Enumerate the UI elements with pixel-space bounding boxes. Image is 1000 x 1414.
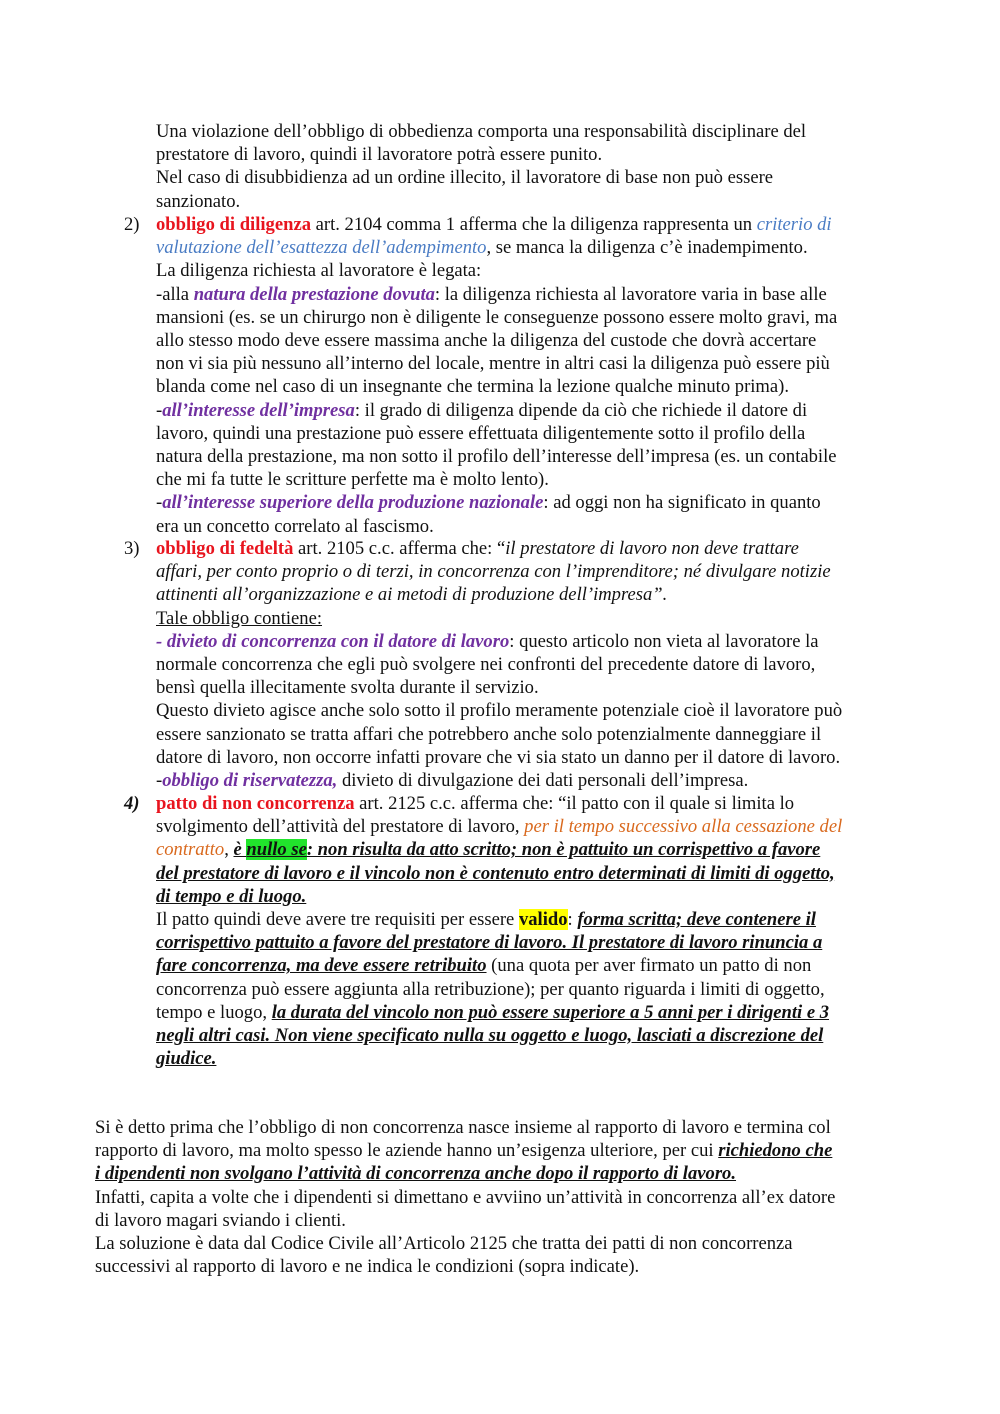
text-span: art. 2125 c.c. afferma che: “il patto con il quale si limita lo (354, 793, 795, 814)
text-span: : questo articolo non vieta al lavoratore la (509, 630, 819, 652)
highlighted-term: criterio di (756, 214, 832, 235)
emphasis-text: : non risulta da atto scritto; non è pattuito un corrispettivo a favore (306, 839, 821, 861)
list-item-obbligo-diligenza (156, 213, 916, 538)
list-item-obbligo-fedelta (156, 537, 916, 792)
green-highlight: nullo se (246, 839, 307, 861)
quote-line: attinenti all’organizzazione e ai metodi di produzione dell’impresa”. (156, 584, 668, 606)
text-line: lavoro, quindi una prestazione può essere effettuata diligentemente sotto il profilo della (156, 422, 806, 444)
text-line: Si è detto prima che l’obbligo di non concorrenza nasce insieme al rapporto di lavoro e termina col (95, 1117, 831, 1138)
text-span: art. 2105 c.c. afferma che: “ (293, 538, 506, 559)
text-line (156, 607, 916, 630)
text-span: divieto di divulgazione dei dati personali dell’impresa. (337, 770, 749, 792)
list-number-3: 3) (124, 538, 140, 559)
text-line: La soluzione è data dal Codice Civile all’Articolo 2125 che tratta dei patti di non concorrenza (95, 1233, 793, 1255)
text-line: era un concetto correlato al fascismo. (156, 515, 434, 537)
text-line: sanzionato. (156, 190, 241, 212)
text-line (156, 236, 916, 259)
text-line: bensì quella illecitamente svolta durante il servizio. (156, 677, 539, 699)
highlighted-term: per il tempo successivo alla cessazione del (524, 816, 843, 838)
text-line (156, 862, 916, 885)
text-line (156, 792, 916, 815)
text-line: Nel caso di disubbidienza ad un ordine illecito, il lavoratore di base non può essere (156, 167, 774, 189)
text-span: : (567, 909, 578, 931)
text-span: : ad oggi non ha significato in quanto (543, 492, 821, 514)
text-line (95, 1139, 915, 1162)
emphasis-text: corrispettivo pattuito a favore del prestatore di lavoro. Il prestatore di lavoro rinuncia a (156, 932, 823, 954)
text-span: Il patto quindi deve avere tre requisiti per essere (156, 909, 519, 931)
text-span: , se manca la diligenza c’è inadempimento. (486, 237, 808, 259)
text-span: art. 2104 comma 1 afferma che la diligenza rappresenta un (311, 214, 757, 235)
list-number-2: 2) (124, 214, 140, 235)
emphasis-text: giudice. (156, 1048, 217, 1070)
text-line (156, 1001, 916, 1024)
text-line (95, 1162, 915, 1185)
text-line (156, 954, 916, 977)
quote-text: il prestatore di lavoro non deve trattare (505, 538, 799, 559)
emphasis-text: negli altri casi. Non viene specificato nulla su oggetto e luogo, lasciati a discrezione del (156, 1025, 824, 1047)
text-line: essere sanzionato se tratta affari che potrebbero anche solo potenzialmente danneggiare il (156, 723, 822, 745)
text-line (156, 1047, 916, 1070)
text-span: : la diligenza richiesta al lavoratore varia in base alle (434, 283, 827, 305)
text-span: rapporto di lavoro, ma molto spesso le aziende hanno un’esigenza ulteriore, per cui (95, 1140, 719, 1162)
quote-line: affari, per conto proprio o di terzi, in concorrenza con l’imprenditore; né divulgare notizie (156, 561, 831, 583)
text-span: -alla (156, 283, 194, 305)
emphasis-text: di tempo e di luogo. (156, 885, 307, 907)
text-line: normale concorrenza che egli può svolgere nei confronti del precedente datore di lavoro, (156, 654, 816, 676)
emphasis-text: del prestatore di lavoro e il vincolo non è contenuto entro determinati di limiti di oggetto, (156, 862, 835, 884)
text-span: , (224, 839, 234, 861)
text-line (156, 491, 916, 514)
emphasis-term: obbligo di riservatezza, (162, 770, 338, 792)
text-span: (una quota per aver firmato un patto di non (486, 955, 812, 977)
emphasis-text: fare concorrenza, ma deve essere retribuito (156, 955, 487, 977)
text-line (156, 769, 916, 792)
text-line: di lavoro magari sviando i clienti. (95, 1209, 346, 1231)
emphasis-term: - divieto di concorrenza con il datore di lavoro (156, 630, 510, 652)
text-line: concorrenza può essere aggiunta alla retribuzione); per quanto riguarda i limiti di oggetto, (156, 978, 825, 1000)
text-line: allo stesso modo deve essere massima anche la diligenza del custode che dovrà accertare (156, 330, 817, 352)
text-line (156, 213, 916, 236)
item-title: obbligo di fedeltà (156, 538, 294, 559)
item-title: patto di non concorrenza (156, 793, 355, 814)
text-line (156, 815, 916, 838)
text-line: mansioni (es. se un chirurgo non è diligente le conseguenze possono essere molto gravi, ma (156, 306, 838, 328)
text-line (156, 283, 916, 306)
paragraph-obbedienza (156, 120, 916, 213)
emphasis-term: all’interesse dell’impresa (162, 399, 355, 421)
text-line (156, 537, 916, 560)
emphasis-text: forma scritta; deve contenere il (577, 909, 816, 931)
text-span: - (156, 770, 163, 792)
closing-paragraph (95, 1116, 915, 1278)
list-item-patto-non-concorrenza (156, 792, 916, 1070)
emphasis-term: natura della prestazione dovuta (193, 283, 435, 305)
underlined-heading: Tale obbligo contiene: (156, 607, 322, 629)
text-line (156, 630, 916, 653)
text-line (156, 885, 916, 908)
highlighted-term: valutazione dell’esattezza dell’adempimento (156, 237, 487, 259)
text-line (156, 399, 916, 422)
text-line: prestatore di lavoro, quindi il lavoratore potrà essere punito. (156, 144, 603, 166)
text-line: Una violazione dell’obbligo di obbedienza comporta una responsabilità disciplinare del (156, 121, 807, 142)
item-title: obbligo di diligenza (156, 214, 311, 235)
text-span: tempo e luogo, (156, 1001, 272, 1023)
emphasis-term: all’interesse superiore della produzione nazionale (162, 492, 544, 514)
list-number-4: 4) (124, 793, 140, 814)
text-span: svolgimento dell’attività del prestatore di lavoro, (156, 816, 525, 838)
text-line: che mi fa tutte le scritture perfette ma è molto lento). (156, 469, 549, 491)
text-line: Questo divieto agisce anche solo sotto il profilo meramente potenziale cioè il lavoratore può (156, 700, 843, 722)
text-span: - (156, 492, 163, 514)
emphasis-text: è (233, 839, 247, 861)
emphasis-text: i dipendenti non svolgano l’attività di concorrenza anche dopo il rapporto di lavoro. (95, 1163, 737, 1185)
text-line (156, 931, 916, 954)
text-line: natura della prestazione, ma non sotto il profilo dell’interesse dell’impresa (es. un contabile (156, 446, 837, 468)
emphasis-text: la durata del vincolo non può essere superiore a 5 anni per i dirigenti e 3 (271, 1001, 830, 1023)
text-line (156, 908, 916, 931)
text-line (156, 1024, 916, 1047)
text-line: La diligenza richiesta al lavoratore è legata: (156, 260, 482, 282)
text-line: datore di lavoro, non occorre infatti provare che vi sia stato un danno per il datore di lavoro. (156, 746, 841, 768)
text-span: - (156, 399, 163, 421)
emphasis-text: richiedono che (718, 1140, 833, 1162)
text-line (156, 838, 916, 861)
text-span: : il grado di diligenza dipende da ciò che richiede il datore di (354, 399, 808, 421)
text-line: non vi sia più nessuno all’interno del locale, mentre in altri casi la diligenza può essere più (156, 353, 830, 375)
text-line: blanda come nel caso di un insegnante che termina la lezione qualche minuto prima). (156, 376, 789, 398)
yellow-highlight: valido (518, 909, 568, 931)
highlighted-term: contratto (156, 839, 225, 861)
text-line: Infatti, capita a volte che i dipendenti si dimettano e avviino un’attività in concorrenza all’ex datore (95, 1186, 836, 1208)
text-line: successivi al rapporto di lavoro e ne indica le condizioni (sopra indicate). (95, 1256, 640, 1278)
